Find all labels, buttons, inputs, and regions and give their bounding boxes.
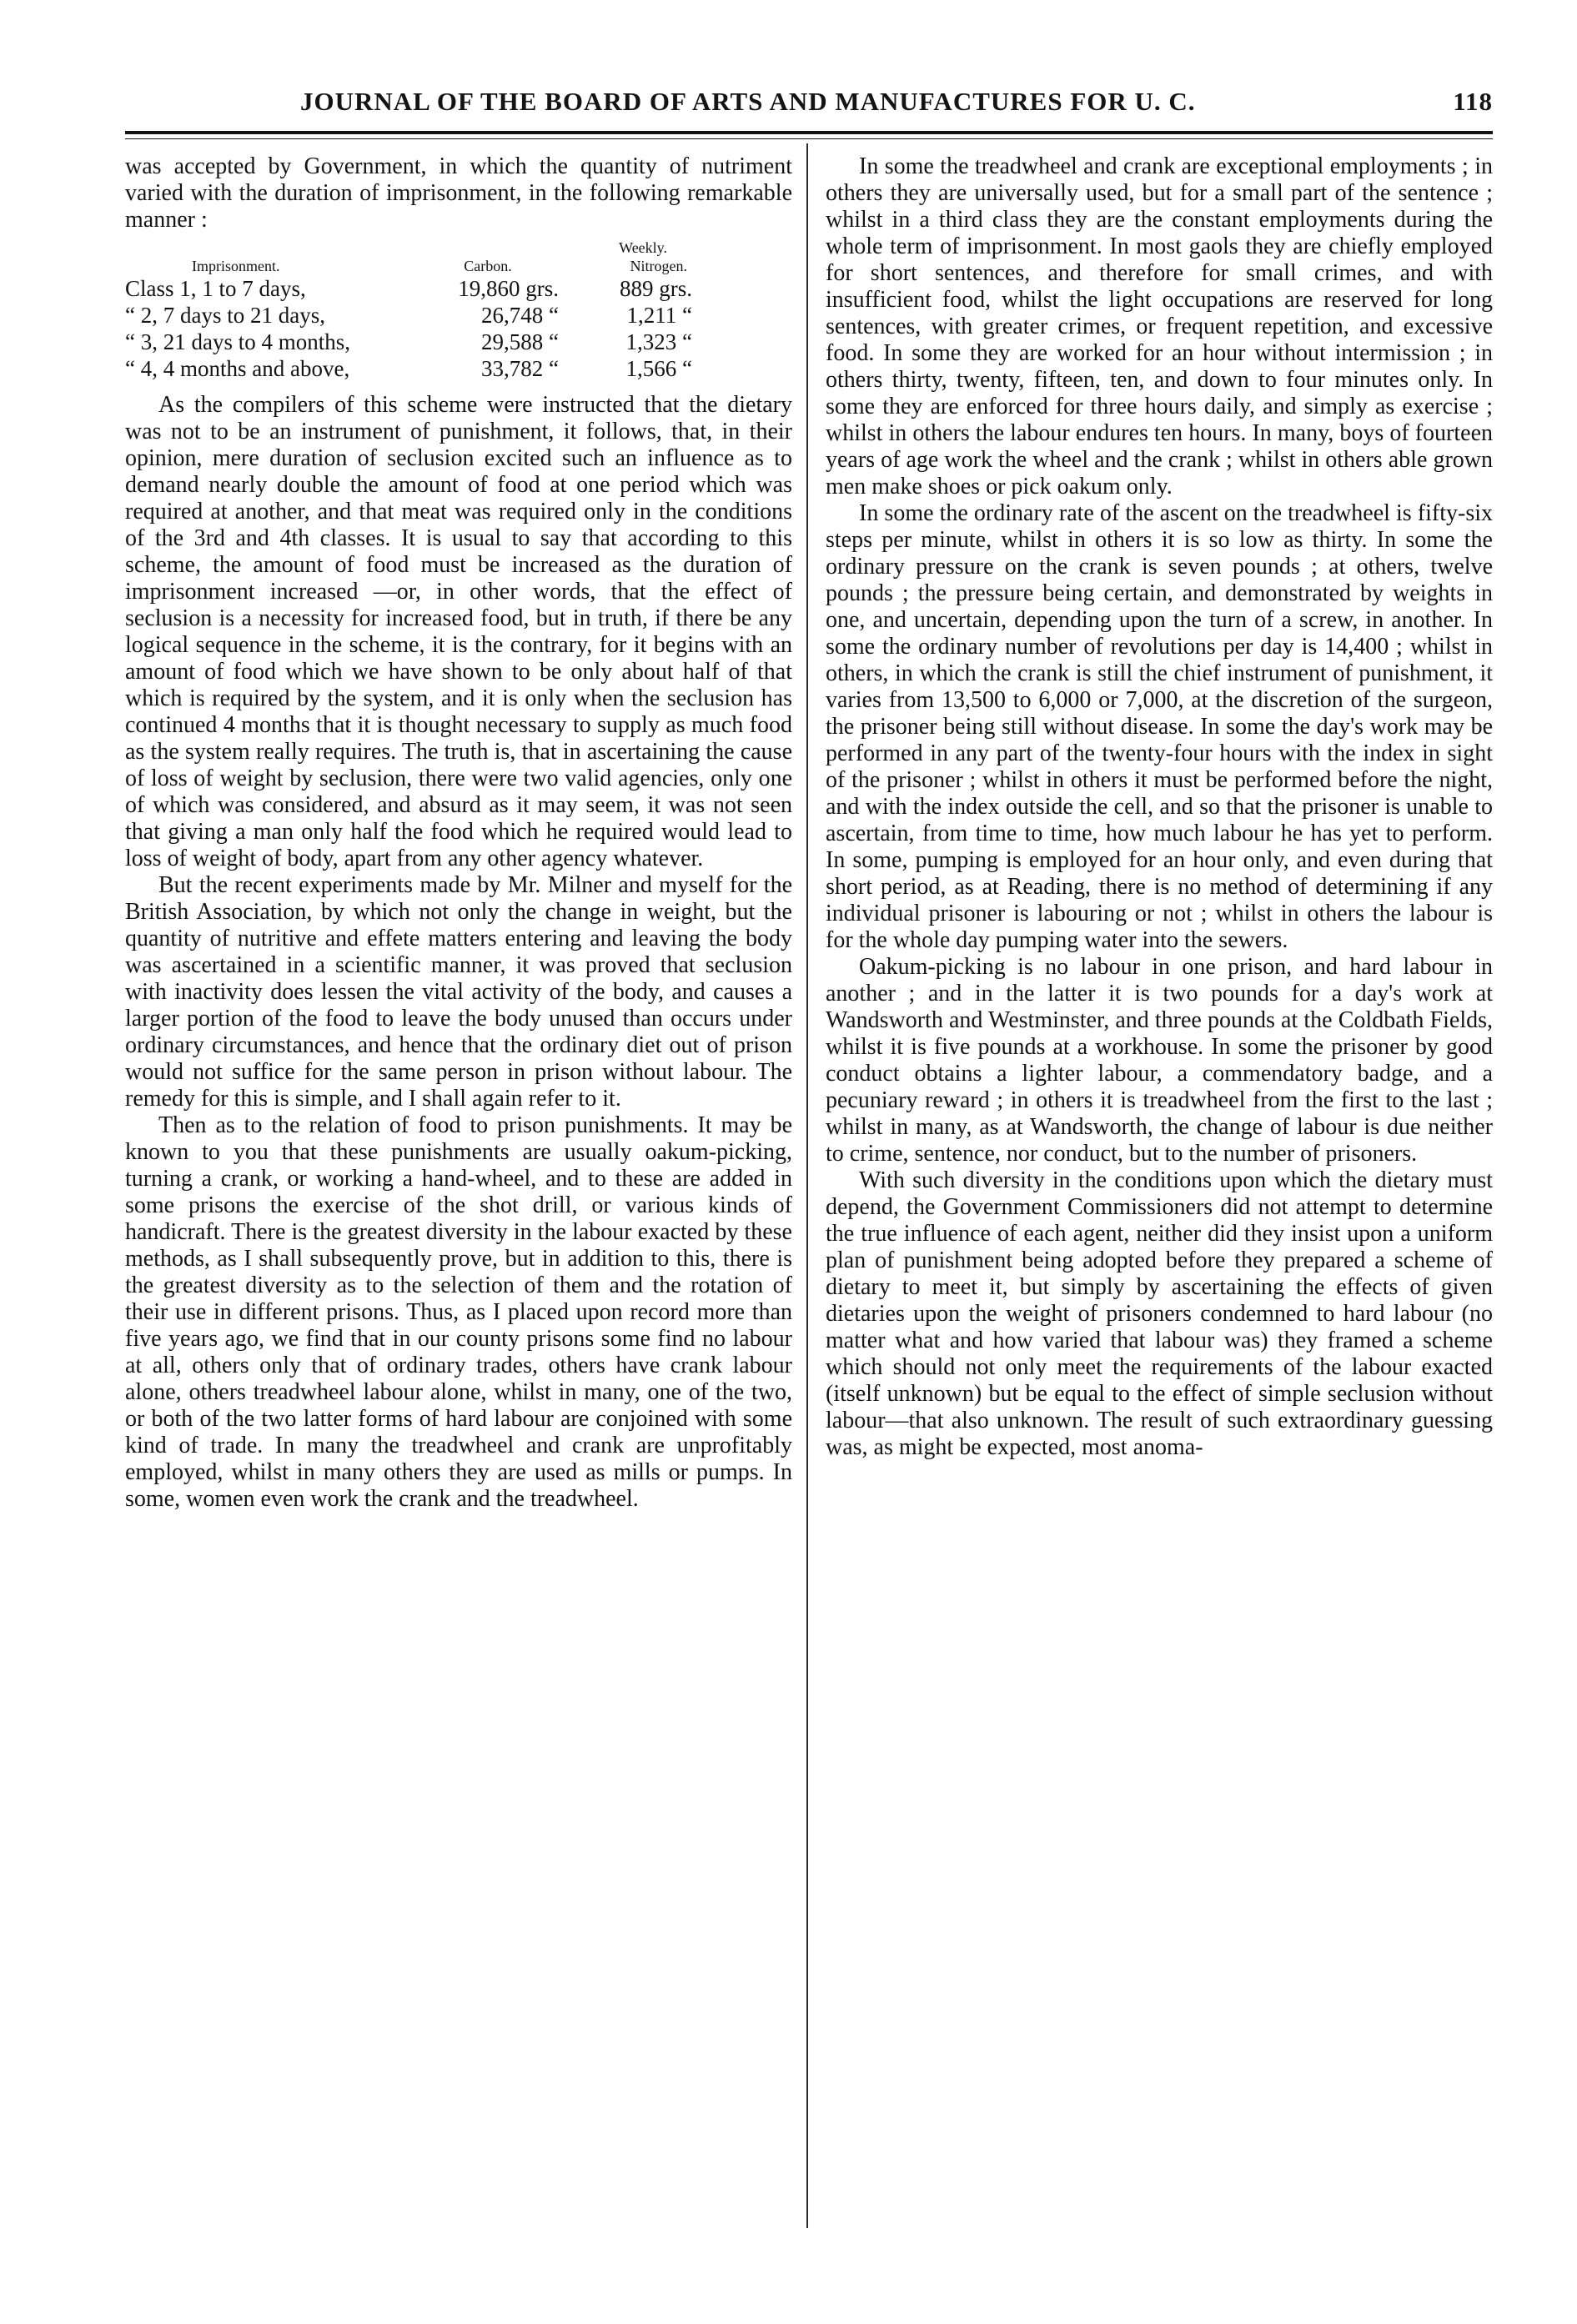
intro-paragraph: was accepted by Government, in which the quantity of nutriment varied with the duration of imprisonment, in the following remarkable manner : <box>125 153 792 233</box>
journal-title: JOURNAL OF THE BOARD OF ARTS AND MANUFACTURES FOR U. C. <box>300 87 1196 116</box>
table-row <box>125 275 792 302</box>
right-column <box>826 153 1493 2230</box>
row-carbon: 29,588 “ <box>481 329 559 354</box>
paragraph-compilers: As the compilers of this scheme were instructed that the dietary was not to be an instrument of punishment, it follows, that, in their opinion, mere duration of seclusion excited such an influence as to demand nearly double the amount of food at one period which was required at another, and that meat was required only in the conditions of the 3rd and 4th classes. It is usual to say that according to this scheme, the amount of food must be increased as the duration of imprisonment increased —or, in other words, that the effect of seclusion is a necessity for increased food, but in truth, if there be any logical sequence in the scheme, it is the contrary, for it begins with an amount of food which we have shown to be only about half of that which is required by the system, and it is only when the seclusion has continued 4 months that it is thought necessary to supply as much food as the system really requires. The truth is, that in ascertaining the cause of loss of weight by seclusion, there were two valid agencies, only one of which was considered, and absurd as it may seem, it was not seen that giving a man only half the food which he required would lead to loss of weight of body, apart from any other agency whatever. <box>125 392 792 871</box>
column-header-carbon: Carbon. <box>464 258 512 274</box>
row-class: “ 4, 4 months and above, <box>125 356 350 381</box>
left-column <box>125 153 792 2230</box>
row-class: “ 3, 21 days to 4 months, <box>125 329 350 354</box>
paragraph-government-commissioners: With such diversity in the conditions upon which the dietary must depend, the Government Commissioners did not attempt to determine the true influence of each agent, neither did they insist upon a uniform plan of punishment being adopted before they prepared a scheme of dietary to meet it, but simply by ascertaining the effects of given dietaries upon the weight of prisoners condemned to hard labour (no matter what and how varied that labour was) they framed a scheme which should not only meet the requirements of the labour exacted (itself unknown) but be equal to the effect of simple seclusion without labour—that also unknown. The result of such extraordinary guessing was, as might be expected, most anoma- <box>826 1167 1493 1460</box>
row-nitrogen: 889 grs. <box>620 276 692 301</box>
row-nitrogen: 1,323 “ <box>625 329 692 354</box>
paragraph-exceptional-employments: In some the treadwheel and crank are exceptional employments ; in others they are universally used, but for a small part of the sentence ; whilst in a third class they are the constant employments during the whole term of imprisonment. In most gaols they are chiefly employed for short sentences, and therefore for small crimes, and with insufficient food, whilst the light occupations are reserved for long sentences, with greater crimes, or frequent repetition, and excessive food. In some they are worked for an hour without intermission ; in others thirty, twenty, fifteen, ten, and down to four minutes only. In some they are enforced for three hours daily, and simply as exercise ; whilst in others the labour endures ten hours. In many, boys of fourteen years of age work the wheel and the crank ; whilst in others able grown men make shoes or pick oakum only. <box>826 153 1493 499</box>
column-header-nitrogen: Nitrogen. <box>630 258 687 274</box>
dietary-table <box>125 238 792 382</box>
page-number: 118 <box>1453 87 1493 116</box>
paragraph-treadwheel-rate: In some the ordinary rate of the ascent on the treadwheel is fifty-six steps per minute, whilst in others it is so low as thirty. In some the ordinary pressure on the crank is seven pounds ; at others, twelve pounds ; the pressure being certain, and demonstrated by weights in one, and uncertain, depending upon the turn of a screw, in another. In some the ordinary number of revolutions per day is 14,400 ; whilst in others, in which the crank is still the chief instrument of punishment, it varies from 13,500 to 6,000 or 7,000, at the discretion of the surgeon, the prisoner being still without disease. In some the day's work may be performed in any part of the twenty-four hours with the index in sight of the prisoner ; whilst in others it must be performed before the night, and with the index outside the cell, and so that the prisoner is unable to ascertain, from time to time, how much labour he has yet to perform. In some, pumping is employed for an hour only, and even during that short period, as at Reading, there is no method of determining if any individual prisoner is labouring or not ; whilst in others the labour is for the whole day pumping water into the sewers. <box>826 500 1493 953</box>
dietary-table-header <box>125 257 792 275</box>
table-row <box>125 355 792 382</box>
row-carbon: 19,860 grs. <box>458 276 559 301</box>
paragraph-experiments: But the recent experiments made by Mr. Milner and myself for the British Association, by which not only the change in weight, but the quantity of nutritive and effete matters entering and leaving the body was ascertained in a scientific manner, it was proved that seclusion with inactivity does lessen the vital activity of the body, and causes a larger portion of the food to leave the body unused than occurs under ordinary circumstances, and hence that the ordinary diet out of prison would not suffice for the same person in prison without labour. The remedy for this is simple, and I shall again refer to it. <box>125 872 792 1112</box>
table-row <box>125 302 792 329</box>
header-rule-thin <box>125 138 1493 139</box>
column-divider <box>806 143 808 2228</box>
paragraph-punishments: Then as to the relation of food to prison punishments. It may be known to you that these punishments are usually oakum-picking, turning a crank, or working a hand-wheel, and to these are added in some prisons the exercise of the shot drill, or various kinds of handicraft. There is the greatest diversity in the labour exacted by these methods, as I shall subsequently prove, but in addition to this, there is the greatest diversity as to the selection of them and the rotation of their use in different prisons. Thus, as I placed upon record more than five years ago, we find that in our county prisons some find no labour at all, others only that of ordinary trades, others have crank labour alone, others treadwheel labour alone, whilst in many, one of the two, or both of the two latter forms of hard labour are conjoined with some kind of trade. In many the treadwheel and crank are unprofitably employed, whilst in many others they are used as mills or pumps. In some, women even work the crank and the treadwheel. <box>125 1112 792 1512</box>
row-nitrogen: 1,211 “ <box>626 303 692 328</box>
row-class: “ 2, 7 days to 21 days, <box>125 303 325 328</box>
column-header-imprisonment: Imprisonment. <box>192 258 280 274</box>
table-row <box>125 329 792 355</box>
header-rule-thick <box>125 131 1493 134</box>
running-header <box>125 83 1493 120</box>
row-nitrogen: 1,566 “ <box>625 356 692 381</box>
paragraph-oakum-picking: Oakum-picking is no labour in one prison, and hard labour in another ; and in the latter it is two pounds for a day's work at Wandsworth and Westminster, and three pounds at the Coldbath Fields, whilst it is five pounds at a workhouse. In some the prisoner by good conduct obtains a lighter labour, a commendatory badge, and a pecuniary reward ; in others it is treadwheel from the first to the last ; whilst in many, as at Wandsworth, the change of labour is due neither to crime, sentence, nor conduct, but to the number of prisoners. <box>826 954 1493 1167</box>
row-carbon: 26,748 “ <box>481 303 559 328</box>
row-carbon: 33,782 “ <box>481 356 559 381</box>
row-class: Class 1, 1 to 7 days, <box>125 276 306 301</box>
dietary-weekly-label: Weekly. <box>619 239 667 256</box>
